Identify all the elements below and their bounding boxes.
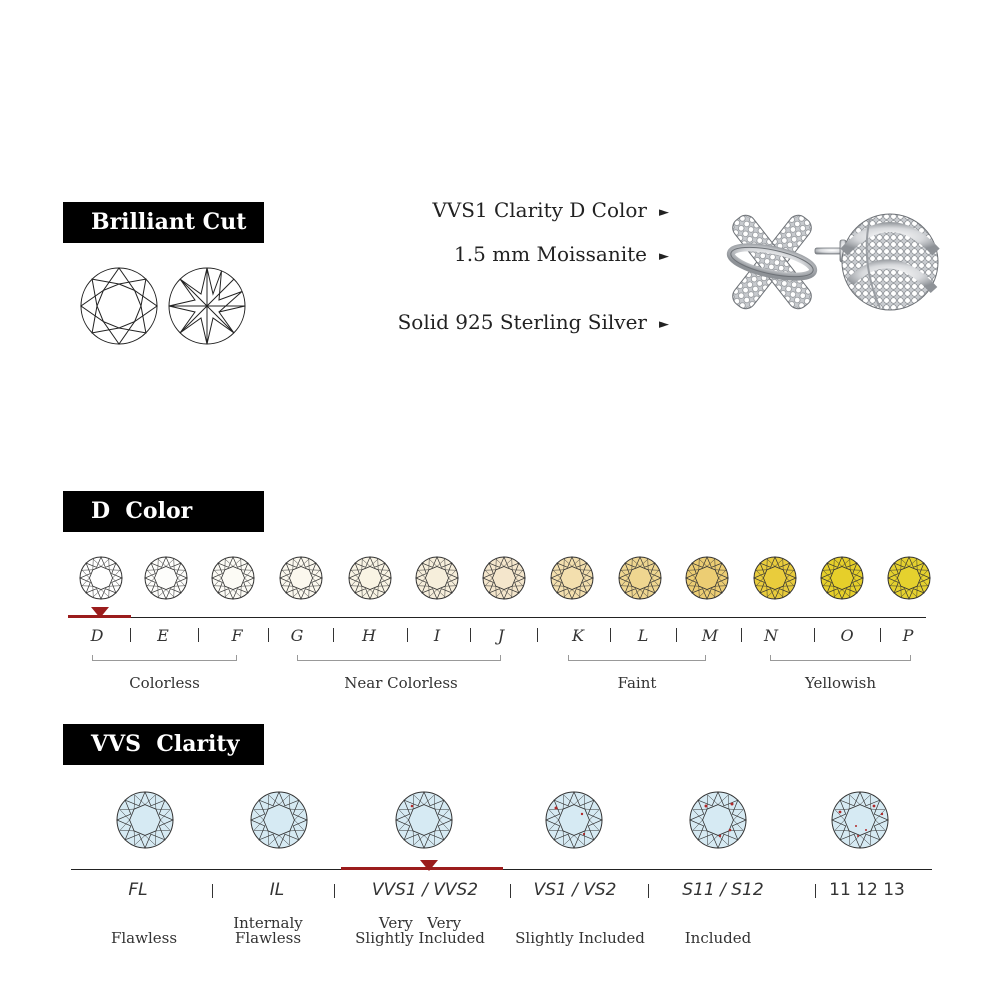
group-label-yellowish: Yellowish [804, 674, 877, 692]
color-grade-g: G [290, 626, 304, 645]
group-label-colorless: Colorless [129, 674, 200, 692]
color-grade-n: N [764, 626, 778, 645]
color-grade-separator [198, 628, 199, 642]
color-gem-icon [483, 557, 525, 599]
clarity-label-vvs-included: Slightly Included [355, 929, 485, 947]
brilliant-cut-header: Brilliant Cut [63, 202, 264, 243]
feature-silver: Solid 925 Sterling Silver [397, 310, 647, 334]
clarity-gem-icon [546, 792, 602, 848]
clarity-separator [510, 884, 511, 898]
color-grade-i: I [433, 626, 441, 645]
clarity-marker-icon [418, 858, 440, 872]
earring-front-icon [728, 211, 815, 312]
feature-arrow-icon: ► [659, 317, 669, 332]
color-grade-p: P [902, 626, 914, 645]
clarity-label-flawless: Flawless [110, 929, 178, 947]
color-grade-h: H [362, 626, 376, 645]
clarity-label-included: Included [684, 929, 752, 947]
earring-side-icon [815, 214, 938, 310]
color-gem-icon [80, 557, 122, 599]
clarity-label-internally: Internaly [233, 914, 303, 932]
clarity-code-vvs: VVS1 / VVS2 [371, 880, 479, 900]
brilliant-cut-diagrams [78, 266, 278, 348]
clarity-gem-icon [396, 792, 452, 848]
color-grade-l: L [637, 626, 649, 645]
group-label-near-colorless: Near Colorless [344, 674, 458, 692]
clarity-code-fl: FL [128, 880, 148, 900]
clarity-separator [212, 884, 213, 898]
clarity-gems [0, 788, 1000, 854]
color-gem-icon [821, 557, 863, 599]
color-grade-e: E [157, 626, 169, 645]
color-grade-separator [130, 628, 131, 642]
color-gem-icon [888, 557, 930, 599]
clarity-separator [334, 884, 335, 898]
feature-arrow-icon: ► [659, 249, 669, 264]
clarity-gem-icon [832, 792, 888, 848]
clarity-separator [648, 884, 649, 898]
clarity-label-very-very: Very Very [378, 914, 462, 932]
color-grade-o: O [840, 626, 854, 645]
group-bracket-faint [568, 655, 706, 661]
color-grade-separator [741, 628, 742, 642]
color-header: D Color [63, 491, 264, 532]
color-gem-icon [349, 557, 391, 599]
color-marker-icon [89, 605, 111, 619]
color-grade-j: J [497, 626, 505, 645]
group-bracket-yellowish [770, 655, 911, 661]
clarity-header: VVS Clarity [63, 724, 264, 765]
color-grade-separator [470, 628, 471, 642]
color-gem-icon [754, 557, 796, 599]
color-gem-icon [686, 557, 728, 599]
color-grade-separator [268, 628, 269, 642]
color-grade-separator [407, 628, 408, 642]
clarity-code-vs: VS1 / VS2 [533, 880, 617, 900]
color-gem-icon [212, 557, 254, 599]
color-grade-f: F [231, 626, 243, 645]
color-scale-line [68, 617, 926, 618]
color-gem-icon [280, 557, 322, 599]
earring-product-image [700, 200, 950, 335]
brilliant-cut-bottom-view-icon [169, 268, 245, 344]
group-bracket-colorless [92, 655, 237, 661]
clarity-label-slightly-included: Slightly Included [515, 929, 645, 947]
feature-moissanite: 1.5 mm Moissanite [454, 242, 647, 266]
clarity-gem-icon [690, 792, 746, 848]
clarity-gem-icon [117, 792, 173, 848]
color-grade-d: D [90, 626, 104, 645]
group-bracket-near-colorless [297, 655, 501, 661]
feature-clarity-color: VVS1 Clarity D Color [432, 198, 647, 222]
color-grade-separator [880, 628, 881, 642]
clarity-gem-icon [251, 792, 307, 848]
color-grade-separator [610, 628, 611, 642]
color-gem-icon [145, 557, 187, 599]
color-gem-icon [416, 557, 458, 599]
color-gem-icon [551, 557, 593, 599]
group-label-faint: Faint [617, 674, 657, 692]
color-grade-separator [814, 628, 815, 642]
feature-arrow-icon: ► [659, 205, 669, 220]
color-grade-m: M [701, 626, 719, 645]
color-grade-separator [676, 628, 677, 642]
color-grade-k: K [572, 626, 584, 645]
color-grade-separator [537, 628, 538, 642]
clarity-separator [815, 884, 816, 898]
color-gems [0, 550, 1000, 606]
clarity-code-i: 11 12 13 [829, 880, 905, 900]
color-grade-separator [333, 628, 334, 642]
clarity-label-internally-flawless: Flawless [234, 929, 302, 947]
clarity-code-il: IL [269, 880, 285, 900]
clarity-code-si: S11 / S12 [682, 880, 764, 900]
color-gem-icon [619, 557, 661, 599]
brilliant-cut-top-view-icon [81, 268, 157, 344]
